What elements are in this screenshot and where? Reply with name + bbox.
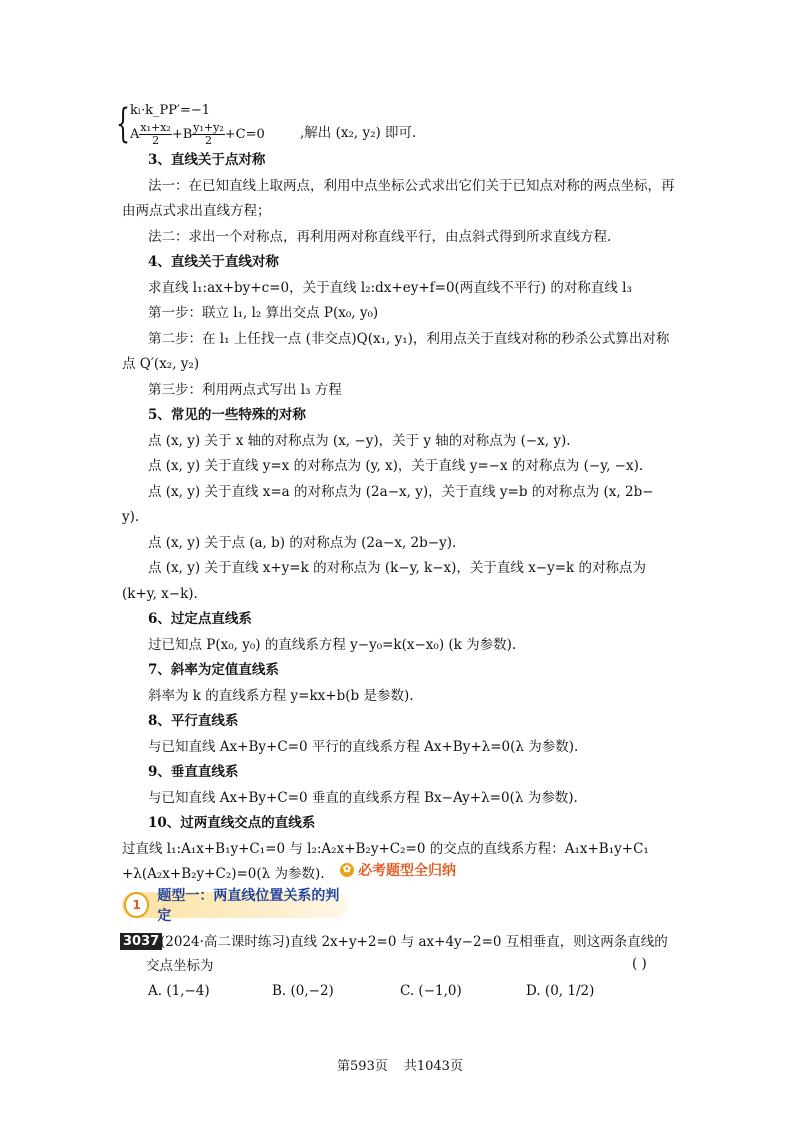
section-heading: 8、平行直线系 xyxy=(148,713,239,729)
option-b: B. (0,−2) xyxy=(272,983,334,999)
question-line-1: (2024·高二课时练习)直线 2x+y+2=0 与 ax+4y−2=0 互相垂直，则这两条直线的 xyxy=(160,934,668,950)
banner-label: 必考题型全归纳 xyxy=(358,863,456,879)
option-d: D. (0, 1/2) xyxy=(526,983,595,999)
fraction-x xyxy=(139,122,171,147)
section-heading: 10、过两直线交点的直线系 xyxy=(148,815,316,831)
gear-icon: ✿ xyxy=(340,863,354,877)
section-heading: 4、直线关于直线对称 xyxy=(148,254,279,270)
system-line-2 xyxy=(130,122,265,147)
section-heading: 7、斜率为定值直线系 xyxy=(148,662,279,678)
body-line: 法一：在已知直线上取两点，利用中点坐标公式求出它们关于已知点对称的两点坐标，再 xyxy=(148,178,675,194)
type-heading-label: 题型一：两直线位置关系的判定 xyxy=(157,888,340,924)
body-line: 点 (x, y) 关于直线 y=x 的对称点为 (y, x)，关于直线 y=−x 的对称点为 (−y, −x). xyxy=(148,458,644,474)
question-id: 3037 xyxy=(120,933,162,950)
system-line-1: kₗ·k_PP′=−1 xyxy=(130,103,211,118)
body-line: 点 (x, y) 关于直线 x=a 的对称点为 (2a−x, y)，关于直线 y=b 的对称点为 (x, 2b− xyxy=(148,484,654,500)
fraction-y-numerator: y₁+y₂ xyxy=(193,121,224,134)
question-line-2: 交点坐标为 xyxy=(146,958,214,974)
body-line: 点 (x, y) 关于点 (a, b) 的对称点为 (2a−x, 2b−y). xyxy=(148,535,457,551)
section-banner xyxy=(340,860,456,880)
page-number: 第593页 xyxy=(337,1059,388,1074)
solve-text: ,解出 (x₂, y₂) 即可. xyxy=(300,125,417,141)
fraction-y-denominator: 2 xyxy=(205,134,213,147)
section-heading: 3、直线关于点对称 xyxy=(148,152,266,168)
fraction-y xyxy=(192,122,224,147)
body-line: y). xyxy=(122,509,140,525)
body-line: 过直线 l₁:A₁x+B₁y+C₁=0 与 l₂:A₂x+B₂y+C₂=0 的交点的直线系方程：A₁x+B₁y+C₁ xyxy=(122,841,649,857)
system-mid: +B xyxy=(171,127,193,142)
section-heading: 6、过定点直线系 xyxy=(148,611,252,627)
type-heading xyxy=(122,888,348,924)
body-line: 法二：求出一个对称点，再利用两对称直线平行，由点斜式得到所求直线方程. xyxy=(148,229,612,245)
body-line: 第一步：联立 l₁, l₂ 算出交点 P(x₀, y₀) xyxy=(148,305,379,321)
page-total: 共1043页 xyxy=(403,1059,463,1074)
body-line: 第二步：在 l₁ 上任找一点 (非交点)Q(x₁, y₁)，利用点关于直线对称的秒杀公式算出对称 xyxy=(148,331,670,347)
body-line: 点 (x, y) 关于 x 轴的对称点为 (x, −y)，关于 y 轴的对称点为 (−x, y). xyxy=(148,433,571,449)
option-a: A. (1,−4) xyxy=(148,983,210,999)
system-brace: { xyxy=(116,101,130,147)
page-footer xyxy=(0,1055,800,1074)
body-line: 与已知直线 Ax+By+C=0 平行的直线系方程 Ax+By+λ=0(λ 为参数). xyxy=(148,739,579,755)
section-heading: 9、垂直直线系 xyxy=(148,764,239,780)
body-line: 点 Q′(x₂, y₂) xyxy=(122,356,200,372)
type-number-badge: 1 xyxy=(124,892,149,918)
body-line: +λ(A₂x+B₂y+C₂)=0(λ 为参数). xyxy=(122,866,325,882)
body-line: 过已知点 P(x₀, y₀) 的直线系方程 y−y₀=k(x−x₀) (k 为参数). xyxy=(148,637,517,653)
body-line: 点 (x, y) 关于直线 x+y=k 的对称点为 (k−y, k−x)，关于直线 x−y=k 的对称点为 xyxy=(148,560,647,576)
fraction-x-numerator: x₁+x₂ xyxy=(140,121,171,134)
body-line: 斜率为 k 的直线系方程 y=kx+b(b 是参数). xyxy=(148,688,414,704)
body-line: (k+y, x−k). xyxy=(122,586,198,602)
answer-paren: ( ) xyxy=(632,956,647,972)
fraction-x-denominator: 2 xyxy=(152,134,160,147)
body-line: 第三步：利用两点式写出 l₃ 方程 xyxy=(148,382,342,398)
body-line: 由两点式求出直线方程； xyxy=(122,203,271,219)
option-c: C. (−1,0) xyxy=(400,983,462,999)
body-line: 求直线 l₁:ax+by+c=0，关于直线 l₂:dx+ey+f=0(两直线不平行) 的对称直线 l₃ xyxy=(148,280,632,296)
body-line: 与已知直线 Ax+By+C=0 垂直的直线系方程 Bx−Ay+λ=0(λ 为参数). xyxy=(148,790,578,806)
section-heading: 5、常见的一些特殊的对称 xyxy=(148,407,306,423)
system-prefix: A xyxy=(130,127,140,142)
system-suffix: +C=0 xyxy=(224,127,265,142)
